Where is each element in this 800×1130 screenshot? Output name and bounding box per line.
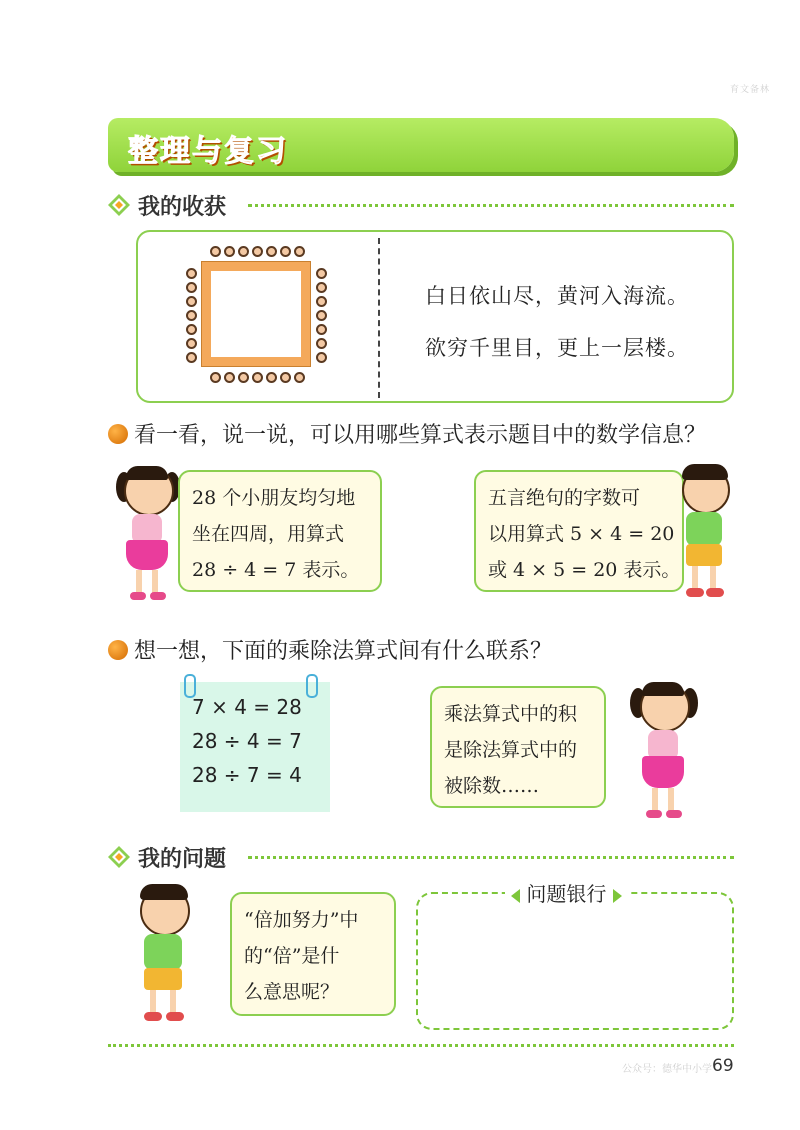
bubble-right-line-3: 或 4 × 5 = 20 表示。 [488,559,681,581]
question-bank-box [416,892,734,1030]
bubble-left-line-2: 坐在四周，用算式 [192,523,345,545]
child-icon [316,324,327,335]
child-icon [266,246,277,257]
child-icon [266,372,277,383]
paperclip-icon [306,674,318,698]
child-icon [186,310,197,321]
bubble-left-line-1: 28 个小朋友均匀地 [192,487,356,509]
child-icon [186,282,197,293]
equation-2: 28 ÷ 4 = 7 [192,729,302,753]
child-icon [280,246,291,257]
child-icon [316,338,327,349]
bubble-question-line-2: 的“倍”是什 [244,945,340,967]
footer-watermark: 公众号：德华中小学 [622,1064,712,1075]
child-icon [186,268,197,279]
child-icon [316,352,327,363]
dashed-divider [378,238,380,398]
question-1 [108,418,734,450]
corner-watermark: 育文备林 [730,85,771,95]
child-icon [316,282,327,293]
bubble-relation-line-1: 乘法算式中的积 [444,703,578,725]
child-icon [294,246,305,257]
equation-note-card [180,682,330,812]
equation-1: 7 × 4 = 28 [192,695,302,719]
child-icon [186,296,197,307]
question-bank-title: 问题银行 [526,882,607,906]
bottom-dotted-rule [108,1044,734,1047]
child-icon [294,372,305,383]
speech-bubble-relation [430,686,606,808]
equation-3: 28 ÷ 7 = 4 [192,763,302,787]
question-2 [108,634,734,666]
child-icon [186,324,197,335]
child-icon [224,246,235,257]
girl-character [110,464,186,604]
bubble-relation-line-2: 是除法算式中的 [444,739,578,761]
page-title: 整理与复习 [128,134,288,169]
triangle-right-icon [613,889,622,903]
bubble-right-line-1: 五言绝句的字数可 [488,487,641,509]
dotted-rule [248,856,734,859]
diamond-icon [108,194,130,216]
paperclip-icon [184,674,196,698]
child-icon [186,338,197,349]
girl-character [624,680,704,824]
boy-character [130,884,200,1028]
child-icon [186,352,197,363]
bullet-icon [108,424,128,444]
child-icon [316,296,327,307]
child-icon [316,268,327,279]
bubble-right-line-2: 以用算式 5 × 4 = 20 [488,523,675,545]
speech-bubble-left [178,470,382,592]
section-heading-problems: 我的问题 [138,847,227,872]
harvest-box [136,230,734,403]
child-icon [316,310,327,321]
question-2-text: 想一想，下面的乘除法算式间有什么联系？ [134,639,553,664]
child-icon [252,246,263,257]
poem-line-2: 欲穷千里目，更上一层楼。 [425,336,689,360]
section-heading-harvest: 我的收获 [138,195,227,220]
child-icon [238,246,249,257]
bubble-question-line-1: “倍加努力”中 [244,909,359,931]
page-number: 69 [712,1056,734,1076]
dotted-rule [248,204,734,207]
triangle-left-icon [511,889,520,903]
child-icon [280,372,291,383]
section-harvest [108,190,734,220]
speech-bubble-right [474,470,684,592]
boy-character [672,464,738,604]
diamond-icon [108,846,130,868]
bubble-question-line-3: 么意思呢？ [244,981,340,1003]
child-icon [210,372,221,383]
poem-line-1: 白日依山尽，黄河入海流。 [425,284,689,308]
section-problems [108,842,734,872]
child-icon [238,372,249,383]
question-1-text: 看一看，说一说，可以用哪些算式表示题目中的数学信息？ [134,423,707,448]
question-bank-label [505,878,628,907]
bubble-left-line-3: 28 ÷ 4 = 7 表示。 [192,559,360,581]
bullet-icon [108,640,128,660]
child-icon [252,372,263,383]
title-banner [108,118,734,172]
child-icon [224,372,235,383]
speech-bubble-question [230,892,396,1016]
child-icon [210,246,221,257]
table-illustration [202,262,310,366]
bubble-relation-line-3: 被除数…… [444,775,540,797]
